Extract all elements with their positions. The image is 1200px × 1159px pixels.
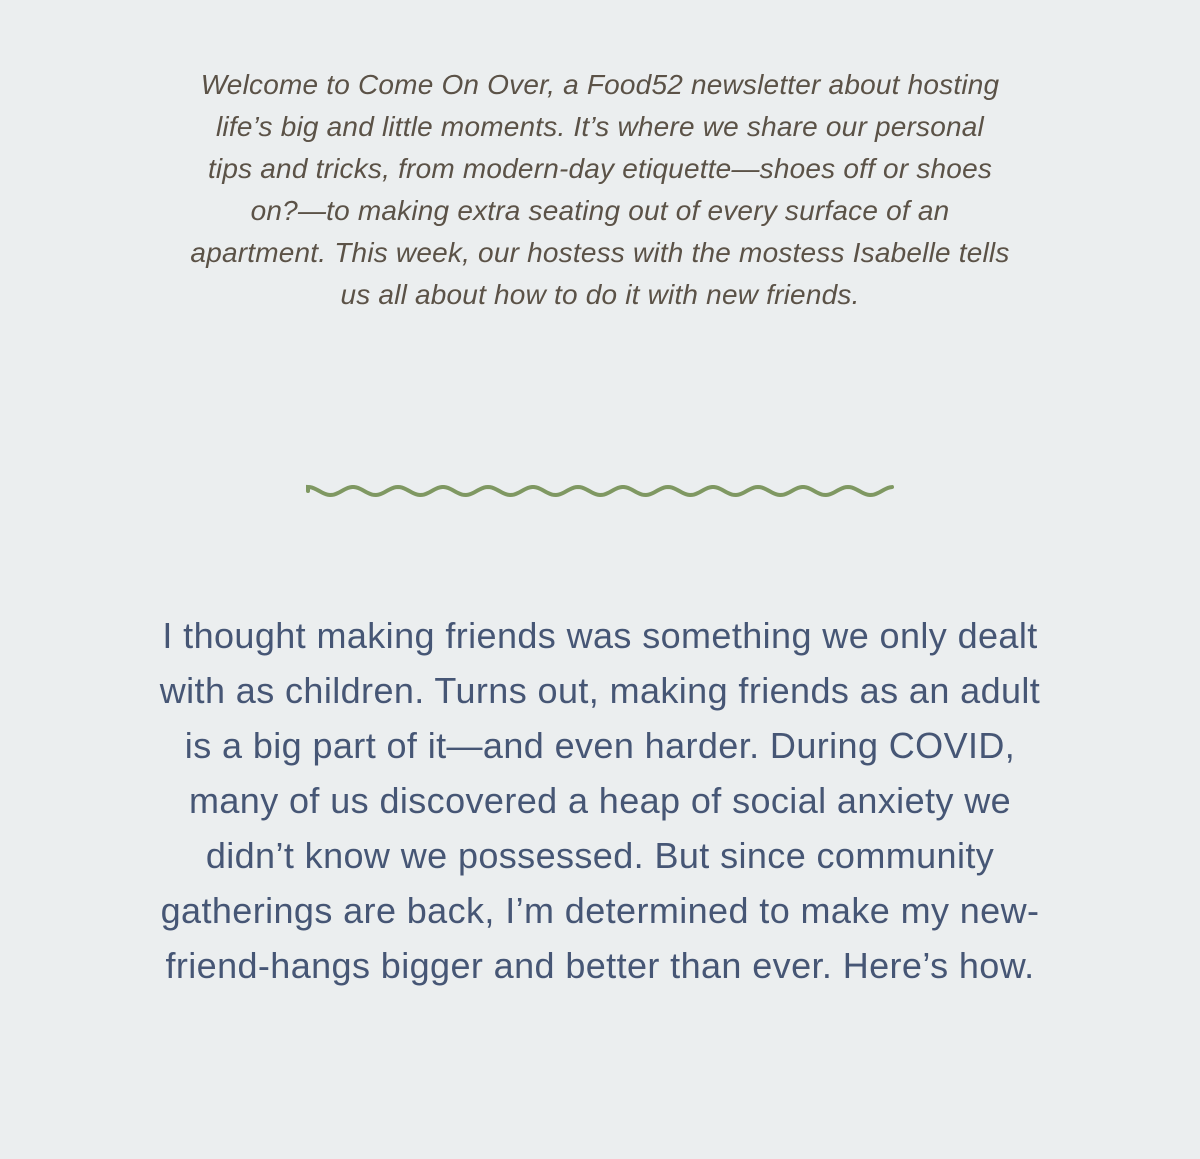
- wavy-divider-line: [308, 487, 892, 495]
- body-paragraph: I thought making friends was something we only dealt with as children. Turns out, making friends as an adult is a big part of it—and even harder. During COVID, many of us discovered a heap of social anxiety we didn’t know we possessed. But since community gatherings are back, I’m determined to make my new-friend-hangs bigger and better than ever. Here’s how.: [159, 615, 1041, 986]
- wavy-divider: [306, 476, 894, 506]
- intro-paragraph: Welcome to Come On Over, a Food52 newsletter about hosting life’s big and little moments. It’s where we share our personal tips and tricks, from modern-day etiquette—shoes off or shoes on?—to making extra seating out of every surface of an apartment. This week, our hostess with the mostess Isabelle tells us all about how to do it with new friends.: [190, 69, 1010, 310]
